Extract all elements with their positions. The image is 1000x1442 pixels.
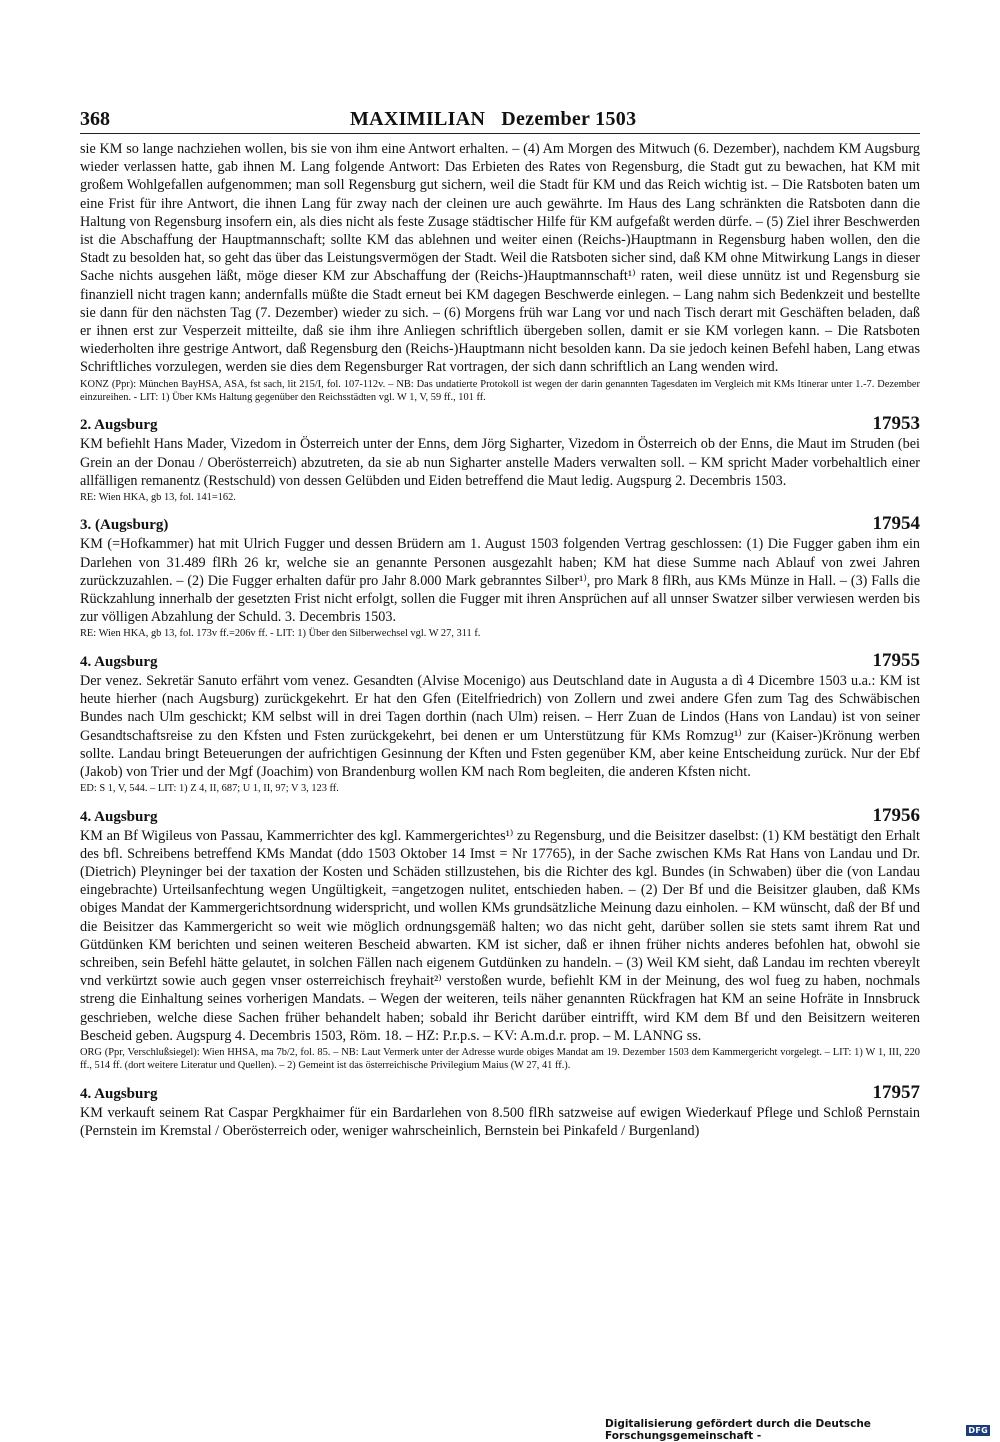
page [80, 108, 920, 1140]
entry-note: RE: Wien HKA, gb 13, fol. 173v ff.=206v ff. - LIT: 1) Über den Silberwechsel vgl. W 27, 311 f. [80, 628, 481, 640]
regest-entry [80, 806, 920, 1073]
entry-heading [80, 806, 920, 827]
regest-entry [80, 514, 920, 640]
entry-text: KM (=Hofkammer) hat mit Ulrich Fugger und dessen Brüdern am 1. August 1503 folgenden Vertrag geschlossen: (1) Die Fugger gaben ihm ein Darlehen von 31.489 flRh 26 kr, welche sie an genannte Personen ausgezahlt haben; KM hat diese Summe nach Ablauf von zwei Jahren zurückzuzahlen. – (2) Die Fugger erhalten dafür pro Jahr 8.000 Mark gebranntes Silber¹⁾, pro Mark 8 flRh, aus KMs Münze in Hall. – (3) Falls die Rückzahlung innerhalb der gesetzten Frist nicht erfolgt, sollen die Fugger mit ihren Ansprüchen auf all unnser Swatzer silber verwiesen werden bis zur völligen Abzahlung der Schuld. 3. Decembris 1503. [80, 536, 920, 626]
regest-entry [80, 651, 920, 796]
header-month: Dezember 1503 [501, 108, 637, 130]
entry-number: 17953 [872, 413, 920, 435]
entry-date-place: 3. (Augsburg) [80, 517, 169, 534]
entry-note: ED: S 1, V, 544. – LIT: 1) Z 4, II, 687; U 1, II, 97; V 3, 123 ff. [80, 783, 339, 795]
entry-heading [80, 414, 920, 435]
running-header [80, 108, 920, 134]
entry-note: ORG (Ppr, Verschlußsiegel): Wien HHSA, ma 7b/2, fol. 85. – NB: Laut Vermerk unter der Adresse wurde obiges Mandat am 19. Dezember 1503 dem Kammergericht vorgelegt. – LIT: 1) W 1, III, 220 ff., 514 ff. (dort weitere Literatur und Quellen). – 2) Gemeint ist das österreichische Privilegium Maius (W 27, 41 ff.). [80, 1046, 920, 1072]
entry-heading [80, 514, 920, 535]
entry-text: KM befiehlt Hans Mader, Vizedom in Österreich unter der Enns, dem Jörg Sigharter, Vizedom in Österreich ob der Enns, die Maut im Struden (bei Grein an der Donau / Oberösterreich) abzutreten, da sie ab nun Sigharter anstelle Maders verwalten soll. – KM spricht Mader vorbehaltlich einer allfälligen remanentz (Restschuld) von dessen Gelübden und Eiden betreffend die Maut ledig. Augspurg 2. Decembris 1503. [80, 436, 920, 489]
entry-text: KM an Bf Wigileus von Passau, Kammerrichter des kgl. Kammergerichtes¹⁾ zu Regensburg, und die Beisitzer daselbst: (1) KM bestätigt den Erhalt des bfl. Schreibens betreffend KMs Mandat (ddo 1503 Oktober 14 Imst = Nr 17765), in der Sache zwischen KMs Rat Hans von Landau und Dr. (Dietrich) Pleyninger bei der taxation der Kosten und Schäden stillzustehen, bis die Richter des kgl. Bundes (in Schwaben) über die (von Landau eingebrachte) Urteilsanfechtung wegen Ungültigkeit, =angetzogen nulitet, entschieden haben. – (2) Der Bf und die Beisitzer glauben, daß KMs obiges Mandat der Kammergerichtsordnung widerspricht, und wollen KMs grundsätzliche Meinung dazu einholen. – KM wünscht, daß der Bf und die Beisitzer das Kammergericht so weit wie möglich ordnungsgemäß halten; wo das nicht geht, darüber sollen sie stets samt ihrem Rat und Gütdünken KM berichten und seinen weiteren Bescheid abwarten. KM ist sicher, daß er ihnen früher nichts anderes befohlen hat, obwohl sie schreiben, sein Befehl hätte gelautet, in solchen Fällen nach eigenem Gutdünken zu handeln. – (3) Weil KM sieht, daß Landau im rechten vbereylt vnd verkürtzt sowie auch gegen vnser osterreichisch freyhait²⁾ verstoßen wurde, befiehlt KM in der Meinung, des wol fueg zu haben, nochmals streng die Einhaltung seines vorherigen Mandats. – Wegen der weiteren, teils näher genannten Rückfragen hat KM an seine Hofräte in Innsbruck geschrieben, welche diese Sachen früher behandelt haben; sobald ihr Bericht darüber eintrifft, wird KM dem Bf und den Beisitzern weiteren Bescheid geben. Augspurg 4. Decembris 1503, Röm. 18. – HZ: P.r.p.s. – KV: A.m.d.r. prop. – M. LANNG ss. [80, 827, 920, 1044]
regest-entry [80, 1083, 920, 1140]
entry-heading [80, 1083, 920, 1104]
entry-date-place: 2. Augsburg [80, 417, 158, 434]
regest-entry [80, 414, 920, 504]
entry-text: Der venez. Sekretär Sanuto erfährt vom venez. Gesandten (Alvise Mocenigo) aus Deutschland date in Augusta a dì 4 Dicembre 1503 u.a.: KM ist heute hierher (nach Augsburg) zurückgekehrt. Er hat den Gfen (Eitelfriedrich) von Zollern und zwei andere Gfen zum Tag des Schwäbischen Bundes nach Ulm geschickt; KM selbst will in drei Tagen dorthin (nach Ulm) reisen. – Herr Zuan de Lindos (Hans von Landau) ist von seiner Gesandtschaftsreise zu den Kfsten und Fsten zurückgekehrt, bei denen er um Unterstützung für KMs Romzug¹⁾ zur (Kaiser-)Krönung werben sollte. Landau bringt Beteuerungen der aufrichtigen Gesinnung der Kften und Fsten gegenüber KM, aber keine Entscheidung zurück. Nur der Ebf (Jakob) von Trier und der Mgf (Joachim) von Brandenburg wollen KM nach Rom begleiten, die anderen Kfsten nicht. [80, 672, 920, 780]
continuation-note: KONZ (Ppr): München BayHSA, ASA, fst sach, lit 215/I, fol. 107-112v. – NB: Das undatierte Protokoll ist wegen der darin genannten Tagesdaten im Vergleich mit KMs Itinerar unter 1.-7. Dezember einzureihen. - LIT: 1) Über KMs Haltung gegenüber den Reichsstädten vgl. W 1, V, 59 ff., 101 ff. [80, 378, 920, 404]
entry-date-place: 4. Augsburg [80, 1085, 158, 1102]
entry-number: 17954 [872, 513, 920, 535]
entry-heading [80, 651, 920, 672]
entry-date-place: 4. Augsburg [80, 653, 158, 670]
entry-number: 17957 [872, 1081, 920, 1103]
continuation-text: sie KM so lange nachziehen wollen, bis sie von ihm eine Antwort erhalten. – (4) Am Morgen des Mitwuch (6. Dezember), nachdem KM Augsburg wieder verlassen hatte, gab ihnen M. Lang folgende Antwort: Das Erbieten des Rates von Regensburg, die Stadt gut zu bewachen, hat KM mit großem Wohlgefallen aufgenommen; man soll Regensburg gut sichern, weil die Stadt für KM und das Reich wichtig ist. – Die Ratsboten baten um eine Frist für ihre Antwort, die ihnen Lang für zway nach der cleinen ure auch gewährte. Im Haus des Lang schränkten die Ratsboten dann die Haltung von Regensburg insofern ein, als dies nicht als feste Zusage städtischer Hilfe für KM aufgefaßt werden dürfe. – (5) Ziel ihrer Beschwerden ist die Abschaffung der Hauptmannschaft; sollte KM das ablehnen und weiter einen (Reichs-)Hauptmann in Regensburg haben wollen, den die Stadt zu besolden hat, so geht das über das Leistungsvermögen der Stadt. Weil die Ratsboten sicher sind, daß KM ohne Mitwirkung Langs in dieser Sache nichts ausgehen läßt, möge dieser KM zur Abschaffung der (Reichs-)Hauptmannschaft¹⁾ raten, weil diese unnütz ist und Regensburg sie finanziell nicht tragen kann; andernfalls müßte die Stadt erneut bei KM dagegen Beschwerde einlegen. – Lang nahm sich Bedenkzeit und bestellte sie dann für den nächsten Tag (7. Dezember) wieder zu sich. – (6) Morgens früh war Lang vor und nach Tisch derart mit Geschäften beladen, daß er ihnen erst zur Vesperzeit mitteilte, daß sie ihm ihre Anliegen schriftlich übergeben sollen, damit er sie KM vorlegen kann. – Die Ratsboten wiederholten ihre gestrige Antwort, daß Regensburg den (Reichs-)Hauptmann nicht besolden kann. Da sie jedoch keinen Befehl haben, Lang etwas Schriftliches vorzulegen, werden sie dies dem Regensburger Rat vortragen, der sich dann schriftlich an Lang wenden wird. [80, 141, 920, 376]
entry-number: 17956 [872, 804, 920, 826]
digitization-credit [605, 1418, 990, 1442]
page-number: 368 [80, 108, 110, 130]
running-title [350, 108, 636, 131]
entry-date-place: 4. Augsburg [80, 808, 158, 825]
entry-number: 17955 [872, 649, 920, 671]
header-title: MAXIMILIAN [350, 108, 486, 130]
entry-text: KM verkauft seinem Rat Caspar Pergkhaimer für ein Bardarlehen von 8.500 flRh satzweise auf ewigen Wiederkauf Pflege und Schloß Pernstain (Pernstein im Kremstal / Oberösterreich oder, weniger wahrscheinlich, Bernstein bei Pinkafeld / Burgenland) [80, 1104, 920, 1139]
footer-text: Digitalisierung gefördert durch die Deutsche Forschungsgemeinschaft - [605, 1418, 871, 1442]
entry-note: RE: Wien HKA, gb 13, fol. 141=162. [80, 492, 236, 504]
dfg-logo-icon: DFG [968, 1425, 988, 1435]
